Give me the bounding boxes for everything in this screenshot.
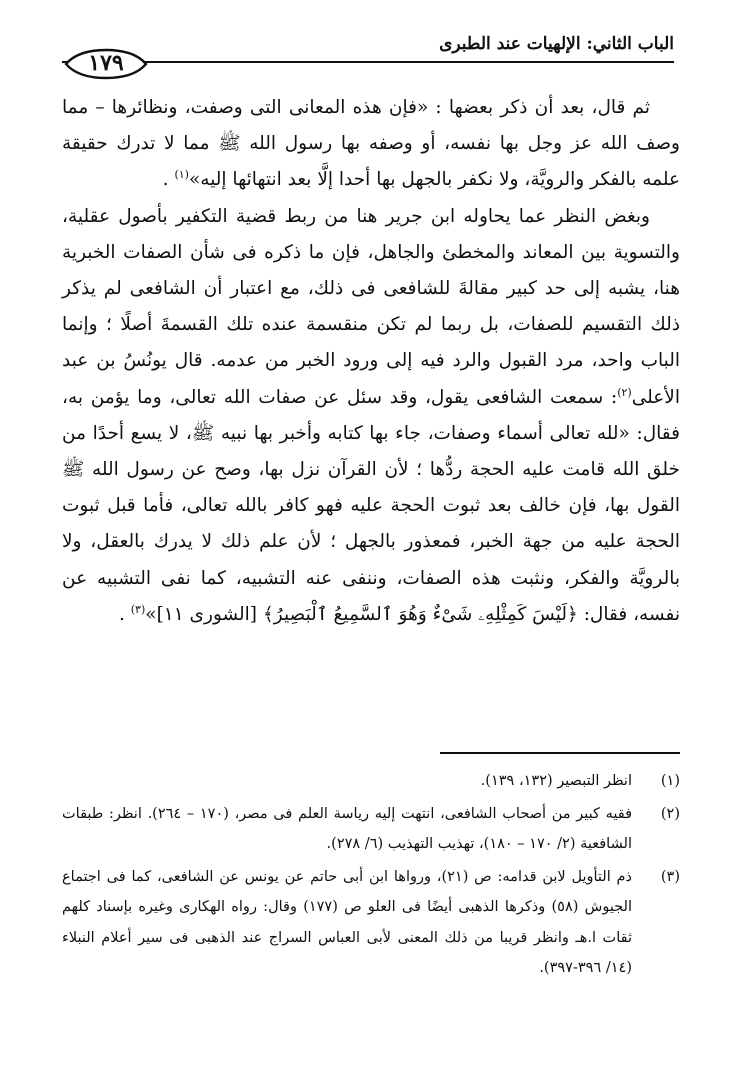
- footnote-item: [62, 799, 680, 860]
- footnote-number: (٣): [660, 868, 680, 885]
- page-number: ١٧٩: [88, 50, 124, 76]
- paragraph-1-text: ثم قال، بعد أن ذكر بعضها : «فإن هذه المعانى التى وصفت، ونظائرها – مما وصف الله عز وجل بها نفسه، أو وصفه بها رسول الله ﷺ مما لا تدرك حقيقة علمه بالفكر والرويَّة، ولا نكفر بالجهل بها أحدا إلَّا بعد انتهائها إليه»: [62, 97, 680, 191]
- footnote-text: ذم التأويل لابن قدامه: ص (٢١)، ورواها ابن أبى حاتم عن يونس عن الشافعى، كما فى اجتماع الجيوش (٥٨) وذكرها الذهبى أيضًا فى العلو ص (١٧٧) وقال: رواه الهكارى وغيره بإسناد كلهم ثقات ا.هـ وانظر قريبا من ذلك المعنى لأبى العباس السراج عند الذهبى فى سير أعلام النبلاء (١٤/ ٣٩٦-٣٩٧).: [62, 868, 633, 976]
- footnote-separator: [440, 752, 680, 754]
- footnote-text: انظر التبصير (١٣٢، ١٣٩).: [480, 773, 632, 789]
- header-rule: [62, 61, 674, 63]
- paragraph-1: [62, 90, 680, 199]
- paragraph-1-end: .: [162, 169, 175, 191]
- paragraph-2: [62, 199, 680, 633]
- footnote-number: (١): [660, 773, 680, 789]
- footnote-ref-3: (٣): [130, 602, 146, 616]
- chapter-title: الباب الثاني: الإلهيات عند الطبرى: [439, 34, 674, 54]
- footnote-item: [62, 862, 680, 984]
- footnote-number: (٢): [660, 805, 680, 822]
- running-header: [62, 30, 674, 66]
- footnote-item: [62, 766, 680, 797]
- main-text: [62, 90, 680, 633]
- footnote-text: فقيه كبير من أصحاب الشافعى، انتهت إليه رياسة العلم فى مصر، (١٧٠ – ٢٦٤). انظر: طبقات الشافعية (٢/ ١٧٠ – ١٨٠)، تهذيب التهذيب (٦/ ٢٧٨).: [62, 805, 633, 852]
- footnote-ref-2: (٢): [617, 385, 632, 399]
- paragraph-2-text-b: : سمعت الشافعى يقول، وقد سئل عن صفات الله تعالى، وما يؤمن به، فقال: «لله تعالى أسماء وصفات، جاء بها كتابه وأخبر بها نبيه ﷺ، لا يسع أحدًا من خلق الله قامت عليه الحجة ردُّها ؛ لأن القرآن نزل بها، وصح عن رسول الله ﷺ القول بها، فإن خالف بعد ثبوت الحجة عليه فهو كافر بالله تعالى، فأما قبل ثبوت الحجة عليه من جهة الخبر، فمعذور بالجهل ؛ لأن علم ذلك لا يدرك بالعقل، ولا بالرويَّة والفكر، ونثبت هذه الصفات، وننفى عنه التشبيه، كما نفى التشبيه عن نفسه، فقال: ﴿لَيْسَ كَمِثْلِهِۦ شَىْءٌ وَهُوَ ٱلسَّمِيعُ ٱلْبَصِيرُ﴾ [الشورى ١١]»: [62, 386, 680, 625]
- footnotes: [62, 766, 680, 984]
- paragraph-2-end: .: [118, 603, 131, 625]
- page-number-badge: [62, 48, 150, 80]
- footnote-ref-1: (١): [174, 168, 189, 182]
- paragraph-2-text-a: وبغض النظر عما يحاوله ابن جرير هنا من ربط قضية التكفير بأصول عقلية، والتسوية بين المعاند والمخطئ والجاهل، فإن ما ذكره فى شأن الصفات الخبرية هنا، يشبه إلى حد كبير مقالةَ للشافعى فى ذلك، مع اعتبار أن الشافعى لم يذكر ذلك التقسيم للصفات، بل ربما لم تكن منقسمة عنده تلك القسمةَ أصلًا ؛ وإنما الباب واحد، مرد القبول والرد فيه إلى ورود الخبر من عدمه. قال يونُسُ بن عبد الأعلى: [62, 205, 680, 408]
